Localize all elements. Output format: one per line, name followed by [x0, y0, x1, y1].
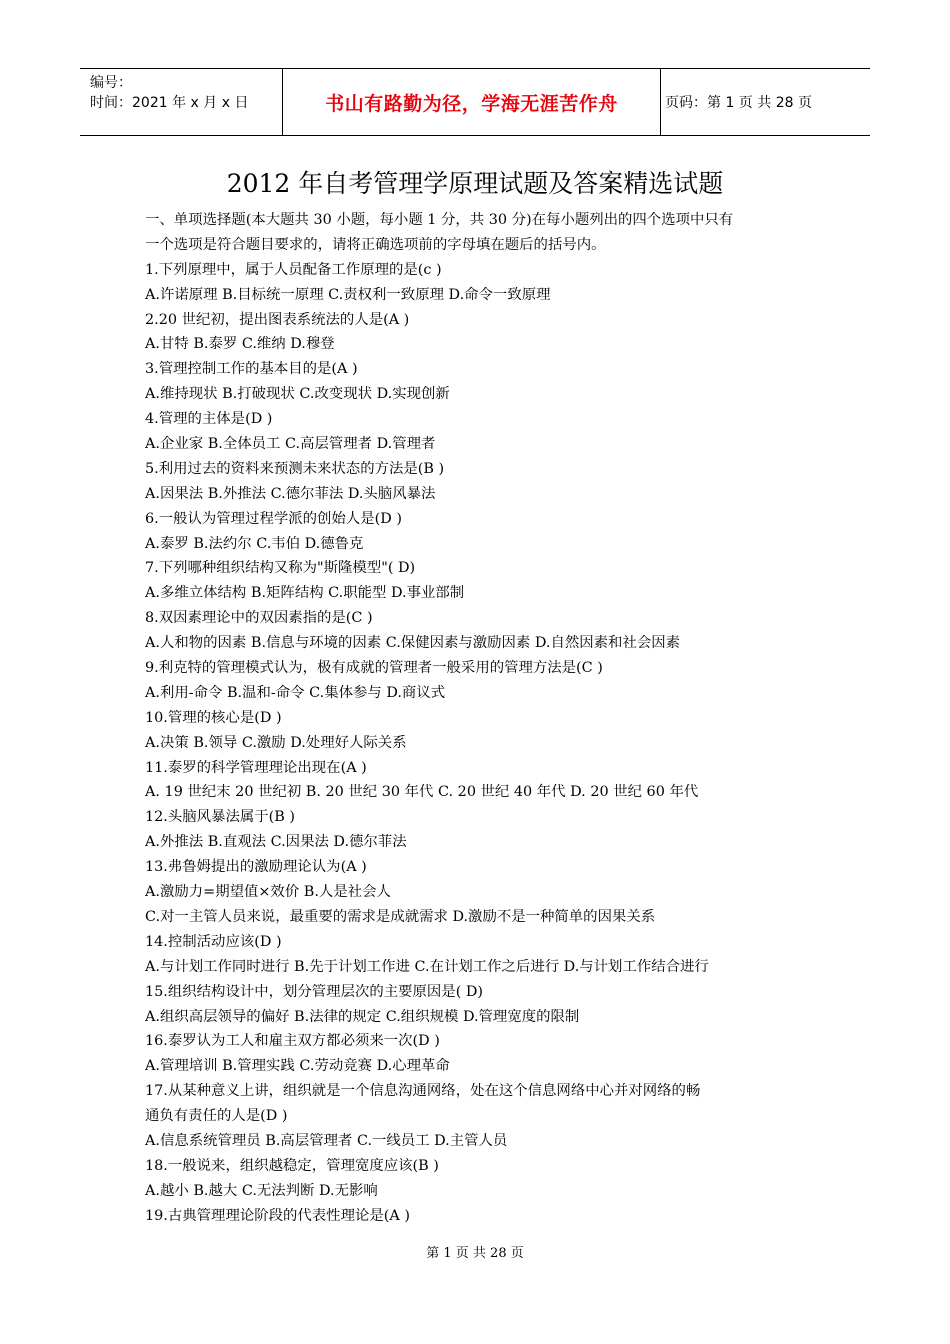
header-page-cell	[661, 69, 870, 135]
text-line: 8.双因素理论中的双因素指的是(C )	[145, 610, 373, 627]
text-line: 18.一般说来，组织越稳定，管理宽度应该(B )	[145, 1157, 439, 1174]
text-line: A. 19 世纪末 20 世纪初 B. 20 世纪 30 年代 C. 20 世纪 40 年代 D. 20 世纪 60 年代	[145, 784, 699, 801]
text-line: 通负有责任的人是(D )	[145, 1108, 288, 1125]
text-line: A.外推法 B.直观法 C.因果法 D.德尔菲法	[145, 834, 407, 851]
text-line: A.企业家 B.全体员工 C.高层管理者 D.管理者	[145, 436, 436, 453]
text-line: C.对一主管人员来说，最重要的需求是成就需求 D.激励不是一种简单的因果关系	[145, 908, 656, 925]
text-line: 14.控制活动应该(D )	[145, 933, 282, 950]
text-line: 10.管理的核心是(D )	[145, 709, 282, 726]
text-line: 3.管理控制工作的基本目的是(A )	[145, 361, 358, 378]
text-line: 16.泰罗认为工人和雇主双方都必须来一次(D )	[145, 1033, 440, 1050]
document-body	[145, 208, 815, 1229]
page-info: 页码：第 1 页 共 28 页	[665, 95, 812, 111]
text-line: 一个选项是符合题目要求的，请将正确选项前的字母填在题后的括号内。	[145, 236, 606, 253]
text-line: A.多维立体结构 B.矩阵结构 C.职能型 D.事业部制	[145, 585, 465, 602]
page-footer: 第 1 页 共 28 页	[426, 1246, 524, 1261]
text-line: 6.一般认为管理过程学派的创始人是(D )	[145, 510, 402, 527]
text-line: 一、单项选择题(本大题共 30 小题，每小题 1 分，共 30 分)在每小题列出的四个选项中只有	[145, 212, 734, 228]
motto-text: 书山有路勤为径，学海无涯苦作舟	[325, 92, 618, 115]
time-label: 时间：2021 年 x 月 x 日	[90, 95, 249, 111]
header-table	[80, 68, 870, 136]
text-line: 15.组织结构设计中，划分管理层次的主要原因是( D)	[145, 983, 484, 1000]
text-line: 4.管理的主体是(D )	[145, 411, 273, 428]
text-line: A.信息系统管理员 B.高层管理者 C.一线员工 D.主管人员	[145, 1132, 508, 1149]
text-line: A.管理培训 B.管理实践 C.劳动竞赛 D.心理革命	[145, 1058, 450, 1075]
text-line: A.泰罗 B.法约尔 C.韦伯 D.德鲁克	[145, 535, 364, 552]
text-line: A.维持现状 B.打破现状 C.改变现状 D.实现创新	[145, 386, 450, 403]
text-line: 1.下列原理中，属于人员配备工作原理的是(c )	[145, 261, 442, 278]
text-line: 7.下列哪种组织结构又称为"斯隆模型"( D)	[145, 560, 416, 577]
text-line: 17.从某种意义上讲，组织就是一个信息沟通网络，处在这个信息网络中心并对网络的畅	[145, 1083, 701, 1100]
text-line: 9.利克特的管理模式认为，极有成就的管理者一般采用的管理方法是(C )	[145, 660, 603, 677]
text-line: A.决策 B.领导 C.激励 D.处理好人际关系	[145, 734, 407, 751]
text-line: A.利用-命令 B.温和-命令 C.集体参与 D.商议式	[145, 684, 446, 701]
text-line: A.越小 B.越大 C.无法判断 D.无影响	[145, 1182, 378, 1199]
header-meta-cell	[80, 69, 282, 135]
document-title: 2012 年自考管理学原理试题及答案精选试题	[226, 169, 724, 198]
text-line: A.因果法 B.外推法 C.德尔菲法 D.头脑风暴法	[145, 485, 436, 502]
text-line: 13.弗鲁姆提出的激励理论认为(A )	[145, 859, 367, 876]
text-line: A.许诺原理 B.目标统一原理 C.责权利一致原理 D.命令一致原理	[145, 286, 551, 303]
text-line: A.与计划工作同时进行 B.先于计划工作进 C.在计划工作之后进行 D.与计划工作结合进行	[145, 958, 709, 975]
text-line: 11.泰罗的科学管理理论出现在(A )	[145, 759, 367, 776]
text-line: 5.利用过去的资料来预测未来状态的方法是(B )	[145, 460, 445, 477]
text-line: A.人和物的因素 B.信息与环境的因素 C.保健因素与激励因素 D.自然因素和社会因素	[145, 635, 681, 652]
text-line: A.甘特 B.泰罗 C.维纳 D.穆登	[145, 336, 335, 353]
text-line: 19.古典管理理论阶段的代表性理论是(A )	[145, 1207, 410, 1224]
header-motto-cell	[282, 69, 661, 135]
number-label: 编号：	[90, 75, 132, 91]
text-line: A.激励力=期望值×效价 B.人是社会人	[145, 884, 391, 901]
text-line: 2.20 世纪初，提出图表系统法的人是(A )	[145, 311, 410, 328]
text-line: 12.头脑风暴法属于(B )	[145, 809, 295, 826]
text-line: A.组织高层领导的偏好 B.法律的规定 C.组织规模 D.管理宽度的限制	[145, 1008, 580, 1025]
